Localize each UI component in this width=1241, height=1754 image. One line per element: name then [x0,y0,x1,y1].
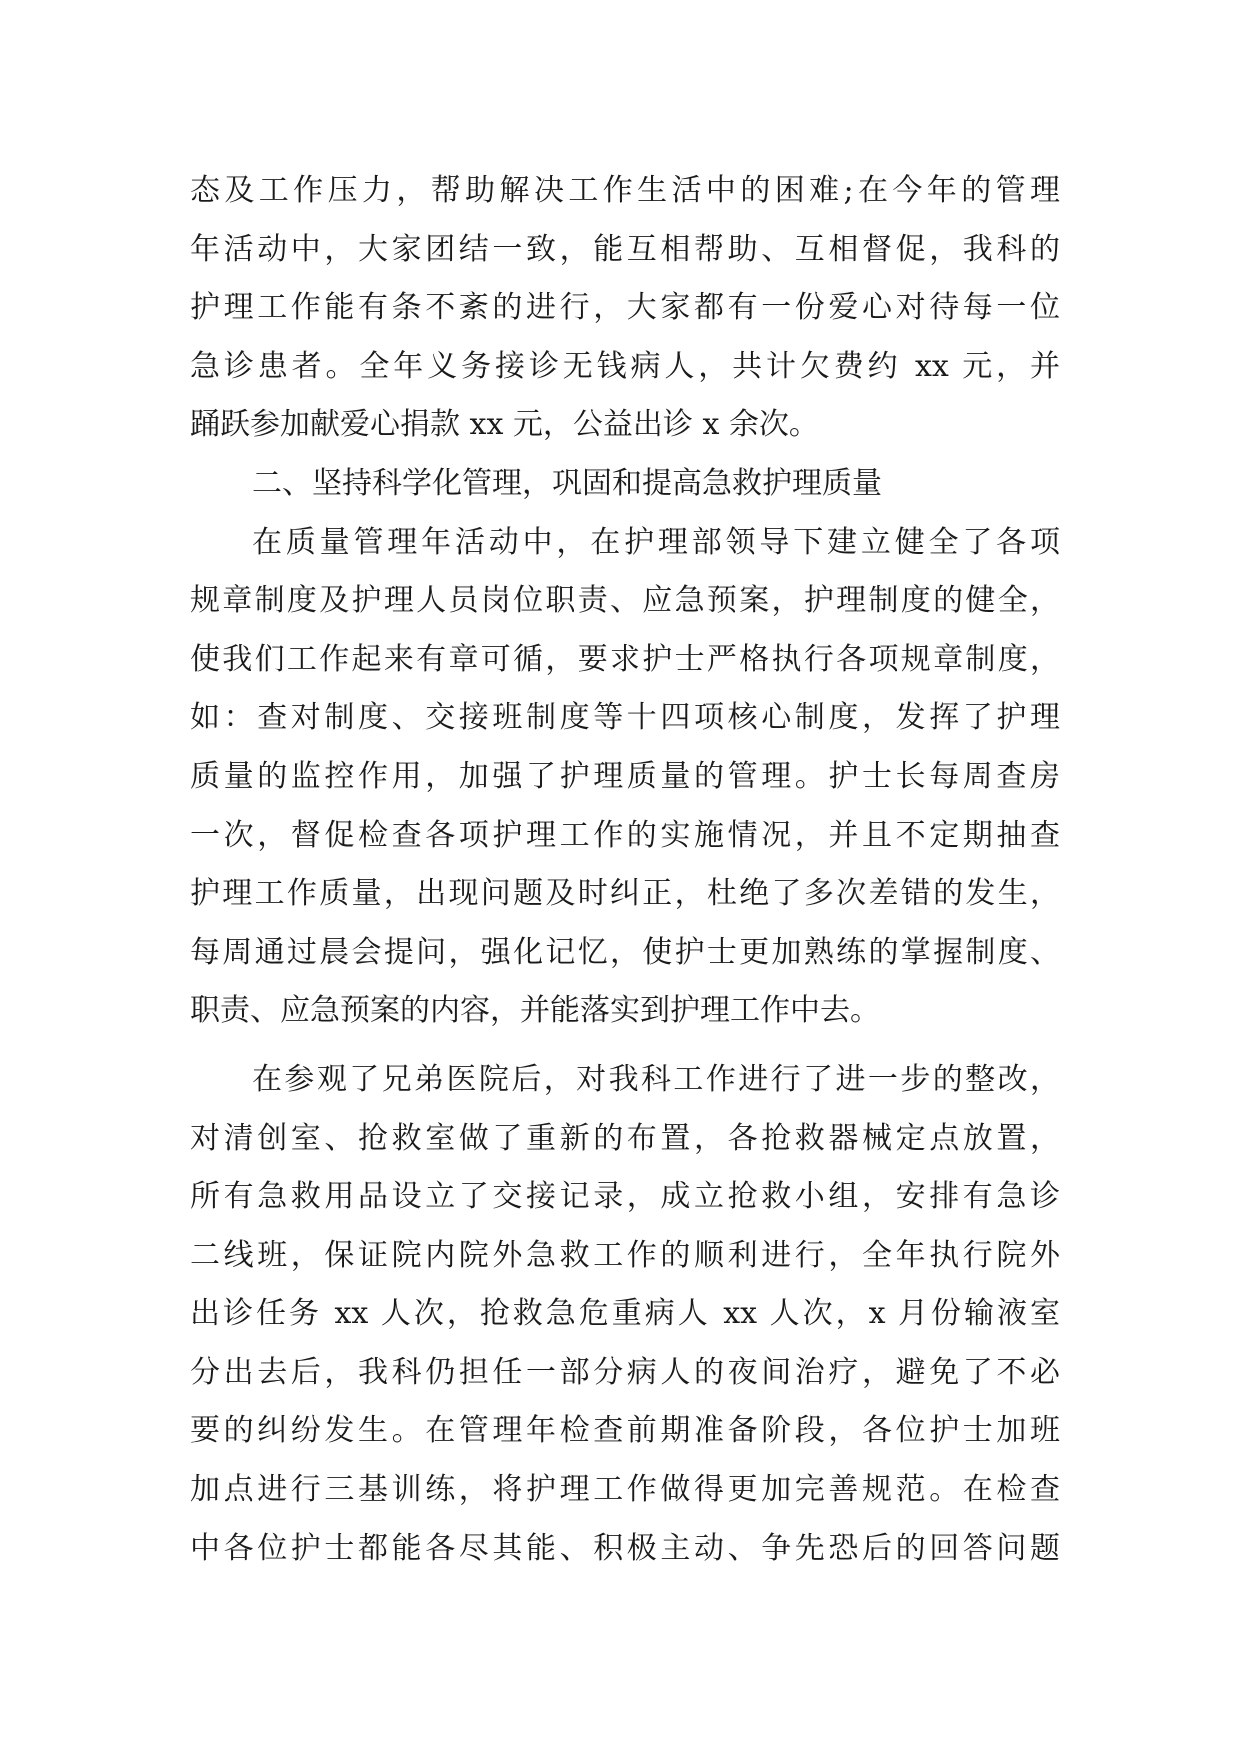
text-line: 中各位护士都能各尽其能、积极主动、争先恐后的回答问题 [190,1530,1060,1566]
text-line: 在参观了兄弟医院后，对我科工作进行了进一步的整改， [252,1061,1060,1097]
text-line: 使我们工作起来有章可循，要求护士严格执行各项规章制度， [190,641,1060,677]
text-line: 如：查对制度、交接班制度等十四项核心制度，发挥了护理 [190,700,1060,736]
text-line: 踊跃参加献爱心捐款 xx 元，公益出诊 x 余次。 [190,407,819,443]
text-line: 所有急救用品设立了交接记录，成立抢救小组，安排有急诊 [190,1179,1060,1215]
text-line: 一次，督促检查各项护理工作的实施情况，并且不定期抽查 [190,817,1060,853]
paragraph-rectification [190,1051,1060,1578]
text-line: 年活动中，大家团结一致，能互相帮助、互相督促，我科的 [190,231,1060,267]
document-body [190,162,1060,1578]
text-line: 规章制度及护理人员岗位职责、应急预案，护理制度的健全， [190,583,1060,619]
text-line: 职责、应急预案的内容，并能落实到护理工作中去。 [190,993,880,1029]
text-line: 每周通过晨会提问，强化记忆，使护士更加熟练的掌握制度、 [190,934,1060,970]
text-line: 要的纠纷发生。在管理年检查前期准备阶段，各位护士加班 [190,1413,1060,1449]
text-line: 对清创室、抢救室做了重新的布置，各抢救器械定点放置， [190,1120,1060,1156]
text-line: 质量的监控作用，加强了护理质量的管理。护士长每周查房 [190,758,1060,794]
text-line: 二线班，保证院内院外急救工作的顺利进行，全年执行院外 [190,1237,1060,1273]
text-line: 在质量管理年活动中，在护理部领导下建立健全了各项 [252,524,1060,560]
text-line: 分出去后，我科仍担任一部分病人的夜间治疗，避免了不必 [190,1354,1060,1390]
heading-text: 二、坚持科学化管理，巩固和提高急救护理质量 [252,465,882,501]
section-heading [190,455,1060,514]
paragraph-quality-management [190,514,1060,1041]
text-line: 护理工作能有条不紊的进行，大家都有一份爱心对待每一位 [190,290,1060,326]
text-line: 加点进行三基训练，将护理工作做得更加完善规范。在检查 [190,1472,1060,1508]
text-line: 态及工作压力，帮助解决工作生活中的困难;在今年的管理 [190,173,1060,208]
text-line: 出诊任务 xx 人次，抢救急危重病人 xx 人次，x 月份输液室 [190,1296,1060,1332]
text-line: 护理工作质量，出现问题及时纠正，杜绝了多次差错的发生， [190,876,1060,912]
paragraph-continuation [190,162,1060,455]
text-line: 急诊患者。全年义务接诊无钱病人，共计欠费约 xx 元，并 [190,348,1060,384]
